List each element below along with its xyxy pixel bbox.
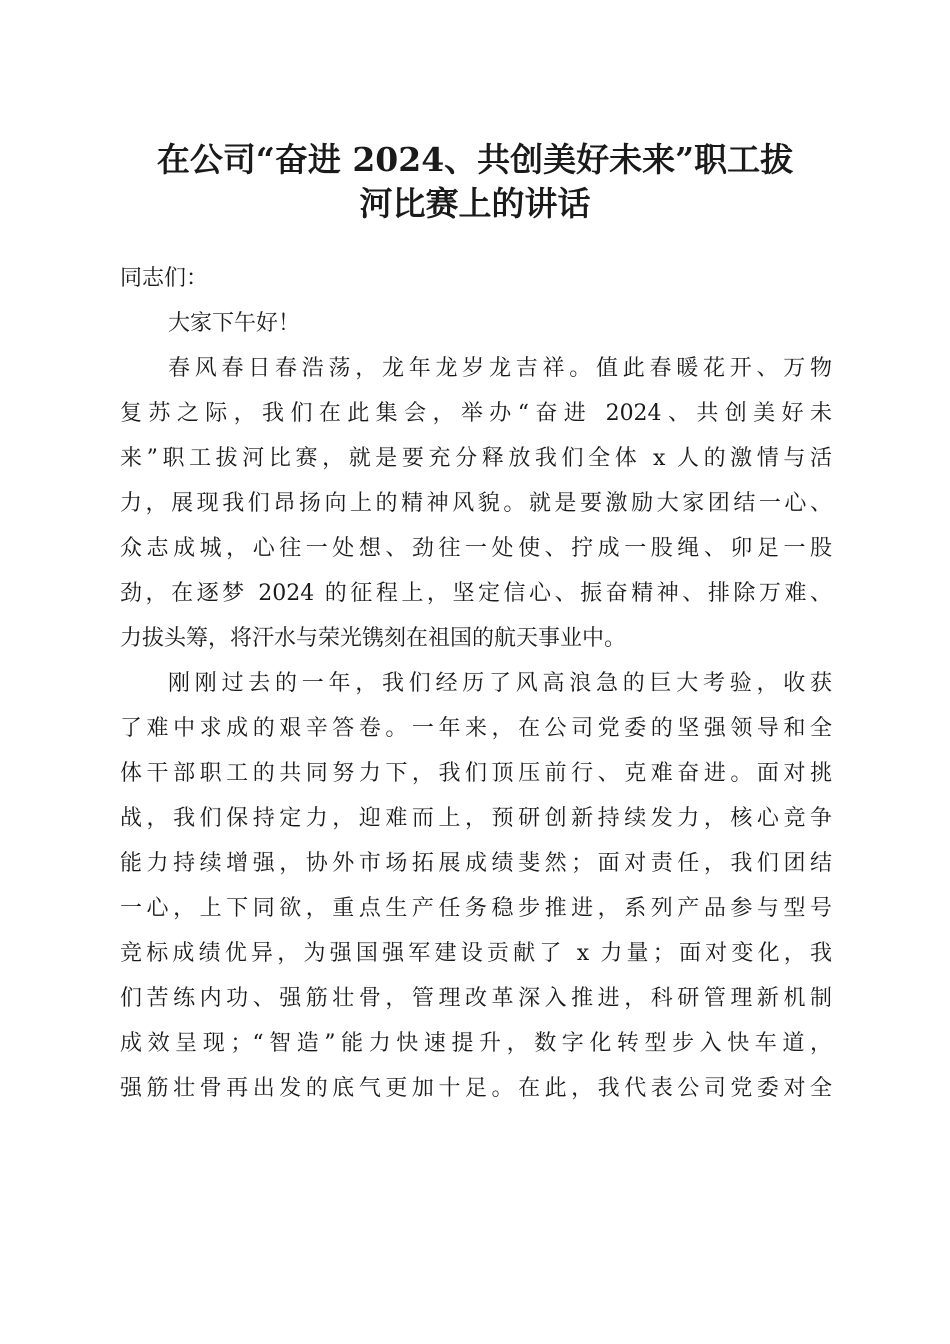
paragraph-line: 了难中求成的艰辛答卷。一年来，在公司党委的坚强领导和全: [120, 716, 832, 741]
paragraph-line: 刚刚过去的一年，我们经历了风高浪急的巨大考验，收获: [168, 671, 832, 696]
paragraph-line: 战，我们保持定力，迎难而上，预研创新持续发力，核心竞争: [120, 806, 832, 831]
paragraph-1: [120, 346, 832, 661]
title-line-1: 在公司“奋进 2024、共创美好未来”职工拔: [156, 140, 794, 179]
greeting: 大家下午好！: [168, 311, 301, 336]
paragraph-line: 劲，在逐梦 2024 的征程上，坚定信心、振奋精神、排除万难、: [120, 581, 832, 606]
title-line-2: 河比赛上的讲话: [359, 184, 591, 223]
paragraph-2: [120, 661, 832, 1111]
paragraph-line: 力拔头筹，将汗水与荣光镌刻在祖国的航天事业中。: [120, 626, 627, 651]
paragraph-line: 来”职工拔河比赛，就是要充分释放我们全体 x 人的激情与活: [120, 446, 832, 471]
paragraph-line: 复苏之际，我们在此集会，举办“奋进 2024、共创美好未: [120, 401, 832, 426]
document-body: [120, 256, 832, 1111]
paragraph-line: 成效呈现；“智造”能力快速提升，数字化转型步入快车道，: [120, 1031, 832, 1056]
paragraph-line: 众志成城，心往一处想、劲往一处使、拧成一股绳、卯足一股: [120, 536, 832, 561]
paragraph-line: 春风春日春浩荡，龙年龙岁龙吉祥。值此春暖花开、万物: [168, 356, 832, 381]
paragraph-line: 强筋壮骨再出发的底气更加十足。在此，我代表公司党委对全: [120, 1076, 832, 1101]
paragraph-line: 们苦练内功、强筋壮骨，管理改革深入推进，科研管理新机制: [120, 986, 832, 1011]
paragraph-line: 能力持续增强，协外市场拓展成绩斐然；面对责任，我们团结: [120, 851, 832, 876]
paragraph-line: 体干部职工的共同努力下，我们顶压前行、克难奋进。面对挑: [120, 761, 832, 786]
salutation: 同志们：: [120, 266, 209, 291]
paragraph-line: 竞标成绩优异，为强国强军建设贡献了 x 力量；面对变化，我: [120, 941, 832, 966]
paragraph-line: 力，展现我们昂扬向上的精神风貌。就是要激励大家团结一心、: [120, 491, 832, 516]
paragraph-line: 一心，上下同欲，重点生产任务稳步推进，系列产品参与型号: [120, 896, 832, 921]
document-title: [100, 138, 850, 226]
